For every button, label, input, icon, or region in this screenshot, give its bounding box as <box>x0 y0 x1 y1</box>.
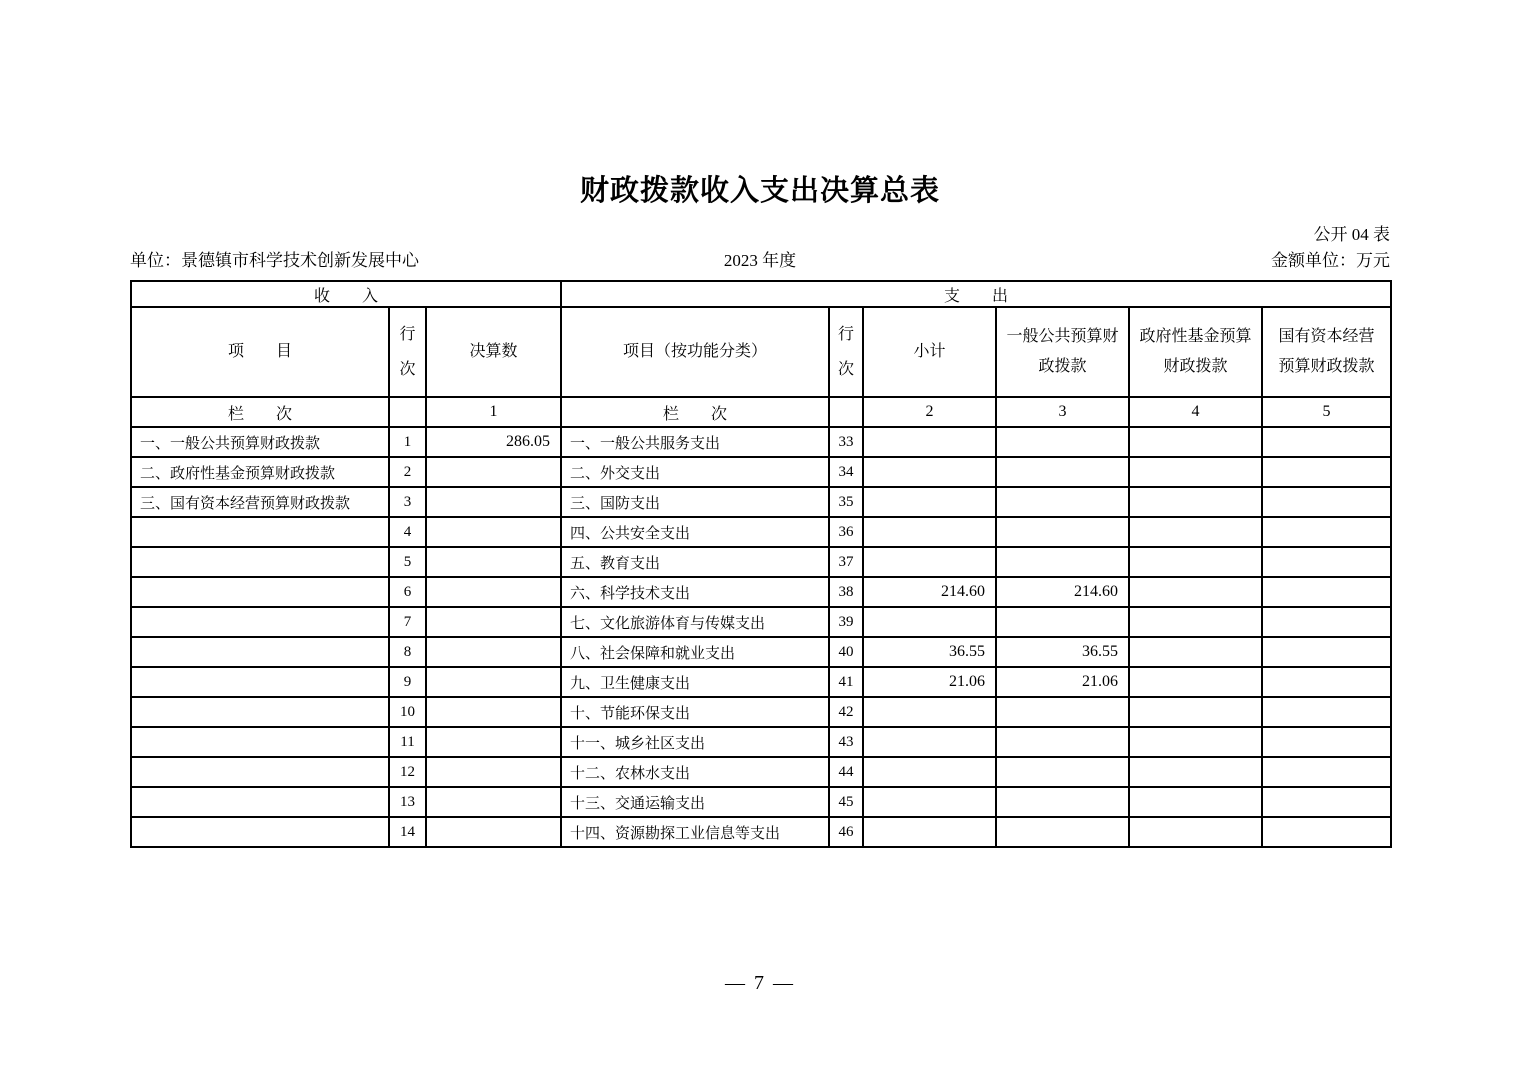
income-rowno-cell: 1 <box>389 427 426 457</box>
table-row <box>131 817 1391 847</box>
subtotal-cell <box>863 607 996 637</box>
income-value-cell <box>426 757 561 787</box>
income-rowno-index-cell <box>389 397 426 427</box>
income-item-cell <box>131 667 389 697</box>
income-value-cell <box>426 817 561 847</box>
expense-rowno-cell: 37 <box>829 547 863 577</box>
gov-fund-index: 4 <box>1129 397 1262 427</box>
general-budget-cell: 214.60 <box>996 577 1129 607</box>
subtotal-cell <box>863 517 996 547</box>
general-budget-cell: 36.55 <box>996 637 1129 667</box>
col-header-subtotal: 小计 <box>863 307 996 397</box>
income-rowno-cell: 7 <box>389 607 426 637</box>
income-item-cell <box>131 517 389 547</box>
subtotal-cell <box>863 487 996 517</box>
gov-fund-cell <box>1129 457 1262 487</box>
gov-fund-cell <box>1129 817 1262 847</box>
general-budget-cell <box>996 457 1129 487</box>
income-rowno-cell: 5 <box>389 547 426 577</box>
gov-fund-cell <box>1129 517 1262 547</box>
expense-rowno-cell: 33 <box>829 427 863 457</box>
subtotal-cell <box>863 697 996 727</box>
amount-unit-label: 金额单位：万元 <box>1271 251 1390 270</box>
table-row <box>131 757 1391 787</box>
income-value-cell <box>426 787 561 817</box>
col-header-expense-item: 项目（按功能分类） <box>561 307 829 397</box>
income-rowno-cell: 9 <box>389 667 426 697</box>
income-value-cell <box>426 727 561 757</box>
expense-rowno-cell: 45 <box>829 787 863 817</box>
income-item-cell <box>131 757 389 787</box>
expense-rowno-cell: 38 <box>829 577 863 607</box>
expense-item-cell: 十一、城乡社区支出 <box>561 727 829 757</box>
income-rowno-cell: 10 <box>389 697 426 727</box>
subtotal-cell <box>863 817 996 847</box>
income-value-cell <box>426 577 561 607</box>
section-header-row <box>131 281 1391 307</box>
income-rowno-cell: 12 <box>389 757 426 787</box>
state-capital-cell <box>1262 817 1391 847</box>
expense-item-cell: 四、公共安全支出 <box>561 517 829 547</box>
expense-rowno-cell: 39 <box>829 607 863 637</box>
table-row <box>131 487 1391 517</box>
subtotal-cell <box>863 457 996 487</box>
income-value-cell <box>426 547 561 577</box>
gov-fund-cell <box>1129 787 1262 817</box>
income-value-cell <box>426 517 561 547</box>
income-rowno-label: 行次 <box>399 325 416 378</box>
subtotal-index: 2 <box>863 397 996 427</box>
expense-rowno-index-cell <box>829 397 863 427</box>
table-code-label: 公开 04 表 <box>1313 225 1390 244</box>
expense-item-cell: 十四、资源勘探工业信息等支出 <box>561 817 829 847</box>
general-budget-cell: 21.06 <box>996 667 1129 697</box>
income-rowno-cell: 4 <box>389 517 426 547</box>
expense-item-cell: 一、一般公共服务支出 <box>561 427 829 457</box>
col-header-expense-rowno <box>829 307 863 397</box>
fiscal-appropriation-table <box>130 280 1392 848</box>
income-rowno-cell: 8 <box>389 637 426 667</box>
column-header-row <box>131 307 1391 397</box>
page-number: — 7 — <box>725 972 795 994</box>
expense-item-cell: 五、教育支出 <box>561 547 829 577</box>
general-budget-cell <box>996 547 1129 577</box>
expense-rowno-cell: 43 <box>829 727 863 757</box>
gov-fund-cell <box>1129 487 1262 517</box>
col-header-income-item: 项 目 <box>131 307 389 397</box>
income-value-cell: 286.05 <box>426 427 561 457</box>
state-capital-cell <box>1262 547 1391 577</box>
expense-item-cell: 十、节能环保支出 <box>561 697 829 727</box>
state-capital-cell <box>1262 697 1391 727</box>
state-capital-cell <box>1262 637 1391 667</box>
subtotal-cell <box>863 787 996 817</box>
subtotal-cell: 214.60 <box>863 577 996 607</box>
table-row <box>131 787 1391 817</box>
income-value-cell <box>426 667 561 697</box>
expense-rowno-cell: 35 <box>829 487 863 517</box>
income-rowno-cell: 13 <box>389 787 426 817</box>
expense-rowno-cell: 46 <box>829 817 863 847</box>
subtotal-cell <box>863 727 996 757</box>
state-capital-cell <box>1262 727 1391 757</box>
general-budget-cell <box>996 427 1129 457</box>
state-capital-cell <box>1262 487 1391 517</box>
expense-item-cell: 八、社会保障和就业支出 <box>561 637 829 667</box>
income-value-cell <box>426 697 561 727</box>
table-row <box>131 727 1391 757</box>
gov-fund-cell <box>1129 757 1262 787</box>
income-value-cell <box>426 487 561 517</box>
income-item-cell <box>131 607 389 637</box>
gov-fund-cell <box>1129 637 1262 667</box>
income-rowno-cell: 3 <box>389 487 426 517</box>
table-row <box>131 577 1391 607</box>
subtotal-cell: 21.06 <box>863 667 996 697</box>
expense-rowno-cell: 42 <box>829 697 863 727</box>
table-row <box>131 427 1391 457</box>
state-capital-index: 5 <box>1262 397 1391 427</box>
general-budget-cell <box>996 757 1129 787</box>
expense-rowno-label: 行次 <box>838 325 855 378</box>
expense-item-cell: 七、文化旅游体育与传媒支出 <box>561 607 829 637</box>
expense-section-header: 支 出 <box>561 281 1391 307</box>
income-item-cell <box>131 787 389 817</box>
income-rowno-cell: 6 <box>389 577 426 607</box>
year-label: 2023 年度 <box>723 251 797 270</box>
state-capital-cell <box>1262 667 1391 697</box>
subtotal-cell <box>863 757 996 787</box>
col-header-income-rowno <box>389 307 426 397</box>
col-header-final-amount: 决算数 <box>426 307 561 397</box>
gov-fund-cell <box>1129 697 1262 727</box>
income-rowno-cell: 11 <box>389 727 426 757</box>
income-index-label: 栏 次 <box>131 397 389 427</box>
income-rowno-cell: 2 <box>389 457 426 487</box>
expense-index-label: 栏 次 <box>561 397 829 427</box>
unit-label: 单位：景德镇市科学技术创新发展中心 <box>130 251 419 270</box>
column-index-row <box>131 397 1391 427</box>
table-row <box>131 637 1391 667</box>
col-header-general-budget: 一般公共预算财政拨款 <box>996 307 1129 397</box>
meta-row <box>130 246 1390 271</box>
col-header-gov-fund: 政府性基金预算财政拨款 <box>1129 307 1262 397</box>
table-row <box>131 607 1391 637</box>
state-capital-cell <box>1262 577 1391 607</box>
income-item-cell <box>131 817 389 847</box>
expense-item-cell: 十二、农林水支出 <box>561 757 829 787</box>
gov-fund-cell <box>1129 577 1262 607</box>
gov-fund-cell <box>1129 667 1262 697</box>
subtotal-cell <box>863 547 996 577</box>
general-budget-cell <box>996 487 1129 517</box>
gov-fund-cell <box>1129 607 1262 637</box>
expense-item-cell: 三、国防支出 <box>561 487 829 517</box>
general-budget-cell <box>996 607 1129 637</box>
general-budget-cell <box>996 517 1129 547</box>
table-row <box>131 667 1391 697</box>
income-item-cell: 三、国有资本经营预算财政拨款 <box>131 487 389 517</box>
income-value-cell <box>426 637 561 667</box>
table-row <box>131 517 1391 547</box>
expense-item-cell: 十三、交通运输支出 <box>561 787 829 817</box>
state-capital-cell <box>1262 787 1391 817</box>
col-header-state-capital: 国有资本经营预算财政拨款 <box>1262 307 1391 397</box>
state-capital-cell <box>1262 517 1391 547</box>
expense-item-cell: 九、卫生健康支出 <box>561 667 829 697</box>
expense-item-cell: 二、外交支出 <box>561 457 829 487</box>
subtotal-cell <box>863 427 996 457</box>
page-title: 财政拨款收入支出决算总表 <box>579 175 940 207</box>
general-budget-cell <box>996 727 1129 757</box>
expense-rowno-cell: 34 <box>829 457 863 487</box>
subtotal-cell: 36.55 <box>863 637 996 667</box>
income-rowno-cell: 14 <box>389 817 426 847</box>
gov-fund-cell <box>1129 427 1262 457</box>
general-budget-cell <box>996 787 1129 817</box>
state-capital-cell <box>1262 427 1391 457</box>
income-item-cell: 一、一般公共预算财政拨款 <box>131 427 389 457</box>
general-budget-index: 3 <box>996 397 1129 427</box>
expense-item-cell: 六、科学技术支出 <box>561 577 829 607</box>
general-budget-cell <box>996 697 1129 727</box>
income-section-header: 收 入 <box>131 281 561 307</box>
income-value-cell <box>426 607 561 637</box>
state-capital-cell <box>1262 607 1391 637</box>
income-value-index: 1 <box>426 397 561 427</box>
income-item-cell <box>131 637 389 667</box>
expense-rowno-cell: 44 <box>829 757 863 787</box>
expense-rowno-cell: 40 <box>829 637 863 667</box>
state-capital-cell <box>1262 757 1391 787</box>
gov-fund-cell <box>1129 727 1262 757</box>
gov-fund-cell <box>1129 547 1262 577</box>
state-capital-cell <box>1262 457 1391 487</box>
income-item-cell: 二、政府性基金预算财政拨款 <box>131 457 389 487</box>
income-item-cell <box>131 577 389 607</box>
table-row <box>131 697 1391 727</box>
expense-rowno-cell: 41 <box>829 667 863 697</box>
income-value-cell <box>426 457 561 487</box>
general-budget-cell <box>996 817 1129 847</box>
income-item-cell <box>131 727 389 757</box>
table-row <box>131 547 1391 577</box>
income-item-cell <box>131 697 389 727</box>
income-item-cell <box>131 547 389 577</box>
expense-rowno-cell: 36 <box>829 517 863 547</box>
table-row <box>131 457 1391 487</box>
